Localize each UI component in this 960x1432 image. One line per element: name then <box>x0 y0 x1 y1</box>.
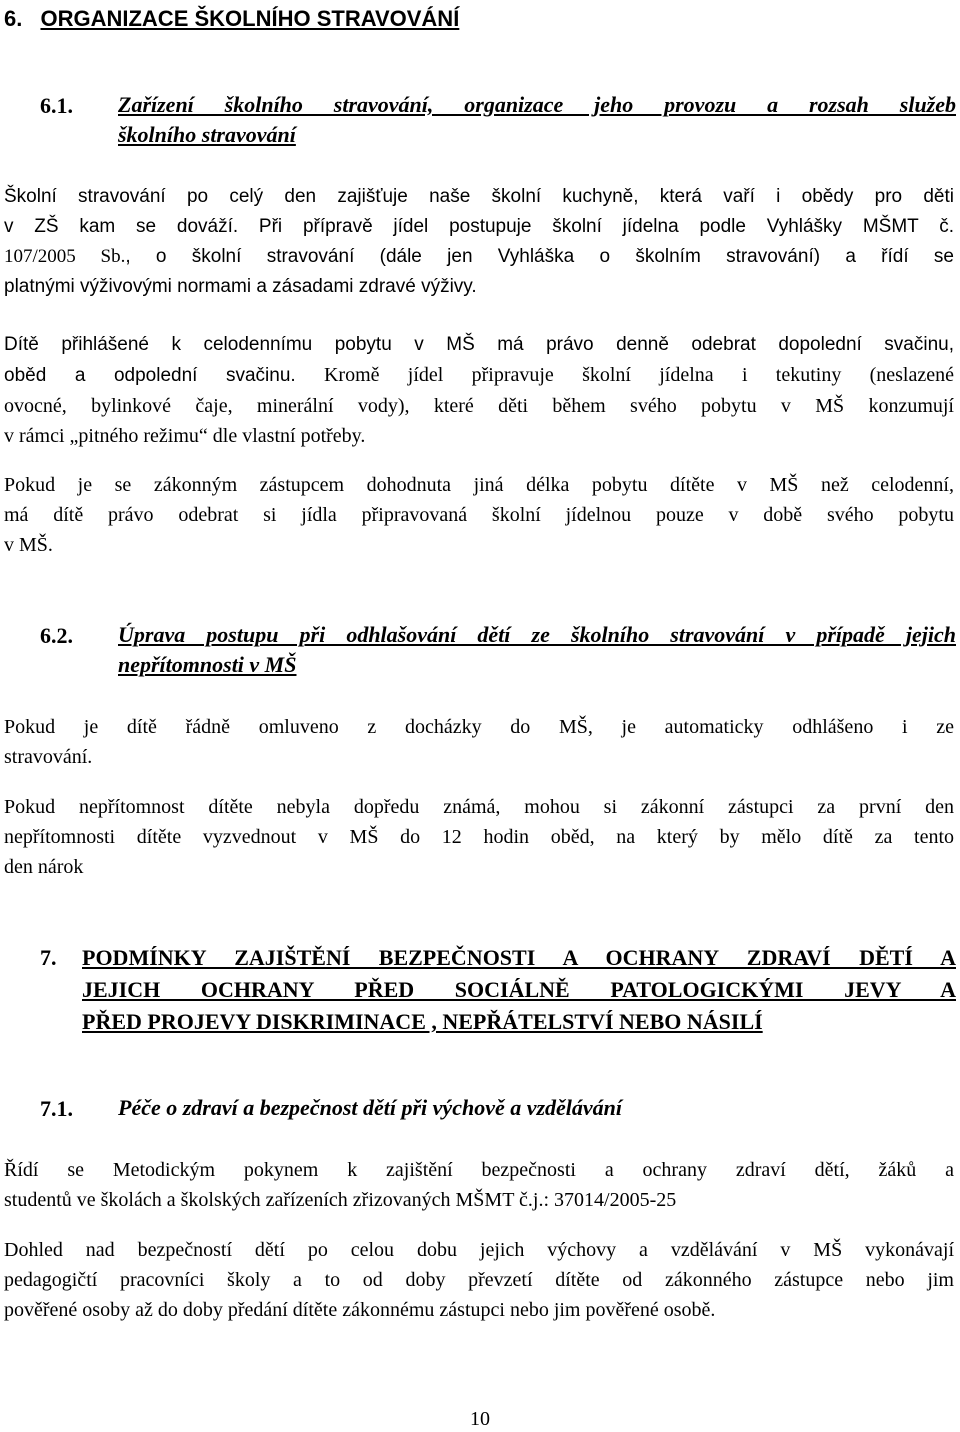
text-line: má dítě právo odebrat si jídla připravovaná školní jídelnou pouze v době svého pobytu <box>4 504 954 526</box>
section-7-1-title: Péče o zdraví a bezpečnost dětí při výchově a vzdělávání <box>118 1095 623 1120</box>
text-line: 107/2005 Sb., o školní stravování (dále jen Vyhláška o školním stravování) a řídí se <box>4 246 954 267</box>
text-line: stravování. <box>4 746 93 768</box>
section-6-heading <box>4 6 459 32</box>
paragraph-methodical-guideline <box>4 1155 954 1215</box>
page-number: 10 <box>470 1408 490 1430</box>
section-7-title-line: PODMÍNKY ZAJIŠTĚNÍ BEZPEČNOSTI A OCHRANY ZDRAVÍ DĚTÍ A <box>82 945 956 970</box>
paragraph-unexpected-absence <box>4 792 954 882</box>
section-7-1-number: 7.1. <box>40 1096 73 1121</box>
text-line: Dohled nad bezpečností dětí po celou dobu jejich výchovy a vzdělávání v MŠ vykonávají <box>4 1239 954 1261</box>
section-6-1-title-line: školního stravování <box>118 122 296 147</box>
section-6-2-number: 6.2. <box>40 623 73 648</box>
section-6-1-title-line: Zařízení školního stravování, organizace jeho provozu a rozsah služeb <box>118 92 956 117</box>
section-6-2-title <box>118 620 956 680</box>
section-7-title-line: PŘED PROJEVY DISKRIMINACE , NEPŘÁTELSTVÍ NEBO NÁSILÍ <box>82 1009 763 1034</box>
text-line: pedagogičtí pracovníci školy a to od doby převzetí dítěte od zákonného zástupce nebo jim <box>4 1269 954 1291</box>
text-line: Pokud je dítě řádně omluveno z docházky do MŠ, je automaticky odhlášeno i ze <box>4 716 954 738</box>
section-6-1-title <box>118 90 956 150</box>
text-line: nepřítomnosti dítěte vyzvednout v MŠ do 12 hodin oběd, na který by mělo dítě za tento <box>4 826 954 848</box>
text-line: platnými výživovými normami a zásadami zdravé výživy. <box>4 276 477 297</box>
text-line: den nárok <box>4 856 84 878</box>
section-7-title <box>82 942 956 1038</box>
paragraph-other-stay-length <box>4 470 954 560</box>
section-6-number: 6. <box>4 6 23 31</box>
text-line: Pokud nepřítomnost dítěte nebyla dopředu známá, mohou si zákonní zástupci za první den <box>4 796 954 818</box>
section-6-1-number: 6.1. <box>40 93 73 118</box>
section-7-number: 7. <box>40 945 57 970</box>
text-line: studentů ve školách a školských zařízeních zřizovaných MŠMT č.j.: 37014/2005-25 <box>4 1189 677 1211</box>
text-line: oběd a odpolední svačinu. Kromě jídel připravuje školní jídelna i tekutiny (neslazené <box>4 364 954 386</box>
paragraph-full-day-stay <box>4 330 954 451</box>
paragraph-school-catering <box>4 182 954 302</box>
section-7-title-line: JEJICH OCHRANY PŘED SOCIÁLNĚ PATOLOGICKÝMI JEVY A <box>82 977 956 1002</box>
text-line: v MŠ. <box>4 534 53 556</box>
text-line: v ZŠ kam se dováží. Při přípravě jídel postupuje školní jídelna podle Vyhlášky MŠMT č. <box>4 216 954 237</box>
text-line: Pokud je se zákonným zástupcem dohodnuta jiná délka pobytu dítěte v MŠ než celodenní, <box>4 474 954 496</box>
text-line: Řídí se Metodickým pokynem k zajištění bezpečnosti a ochrany zdraví dětí, žáků a <box>4 1159 954 1181</box>
section-6-title: ORGANIZACE ŠKOLNÍHO STRAVOVÁNÍ <box>40 6 460 31</box>
paragraph-excused-absence <box>4 712 954 772</box>
text-line: Dítě přihlášené k celodennímu pobytu v MŠ má právo denně odebrat dopolední svačinu, <box>4 334 954 355</box>
text-line: Školní stravování po celý den zajišťuje naše školní kuchyně, která vaří i obědy pro děti <box>4 186 954 207</box>
section-6-2-title-line: Úprava postupu při odhlašování dětí ze školního stravování v případě jejich <box>118 622 956 647</box>
text-line: ovocné, bylinkové čaje, minerální vody), které děti během svého pobytu v MŠ konzumují <box>4 395 954 417</box>
text-line: pověřené osoby až do doby předání dítěte zákonnému zástupci nebo jim pověřené osobě. <box>4 1299 716 1321</box>
paragraph-supervision <box>4 1235 954 1325</box>
section-6-2-title-line: nepřítomnosti v MŠ <box>118 652 297 677</box>
text-line: v rámci „pitného režimu“ dle vlastní potřeby. <box>4 425 366 447</box>
